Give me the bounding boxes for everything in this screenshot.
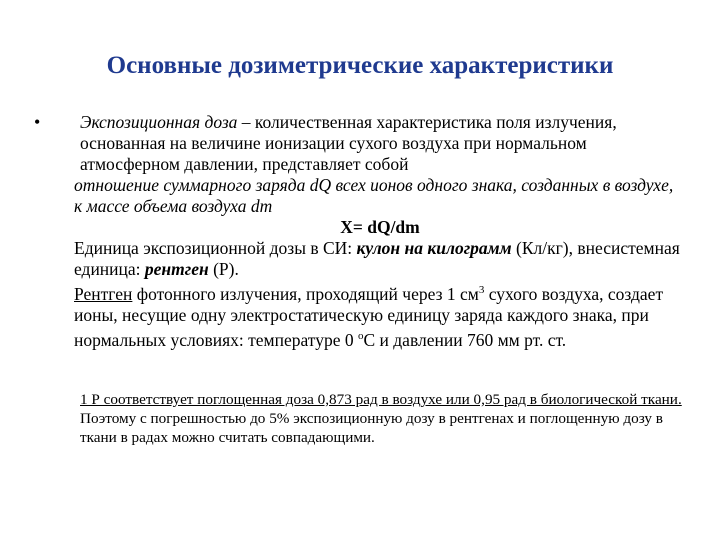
roentgen-text-1: фотонного излучения, проходящий через 1 см <box>132 283 479 304</box>
unit-si: кулон на килограмм <box>356 238 512 258</box>
units-text-3: (Р). <box>208 259 239 279</box>
unit-roentgen: рентген <box>144 259 209 279</box>
roentgen-text-3: С и давлении 760 мм рт. ст. <box>363 329 567 350</box>
bullet-marker: • <box>34 112 41 132</box>
paragraph-definition <box>80 112 680 175</box>
definition-text: – количественная характеристика поля излучения, основанная на величине ионизации сухого воздуха при нормальном атмосферном давлении, представляет собой <box>80 112 617 174</box>
term-exposure-dose: Экспозиционная доза <box>80 112 238 132</box>
note-underlined: 1 Р соответствует поглощенная доза 0,873 рад в воздухе или 0,95 рад в биологической ткани. <box>80 391 682 408</box>
term-roentgen: Рентген <box>74 283 133 304</box>
units-text-1: Единица экспозиционной дозы в СИ: <box>74 238 357 258</box>
note-paragraph <box>80 390 685 447</box>
units-text-2: (Кл/кг), внесистемная единица: <box>74 238 680 279</box>
roentgen-text-2: сухого воздуха, создает ионы, несущие одну электростатическую единицу заряда каждого знака, при нормальных условиях: температуре 0 <box>74 283 664 350</box>
paragraph-units <box>74 238 680 280</box>
paragraph-roentgen <box>74 280 680 351</box>
formula: X= dQ/dm <box>340 217 420 237</box>
slide-title: Основные дозиметрические характеристики <box>106 52 614 79</box>
paragraph-ratio <box>74 175 680 217</box>
ratio-text: отношение суммарного заряда dQ всех ионов одного знака, созданных в воздухе, к массе объема воздуха dm <box>74 175 674 216</box>
note-text: Поэтому с погрешностью до 5% экспозиционную дозу в рентгенах и поглощенную дозу в ткани в радах можно считать совпадающими. <box>80 410 663 446</box>
degree-mark: о <box>357 329 364 342</box>
content-block <box>74 112 680 351</box>
superscript-3: 3 <box>478 284 485 296</box>
